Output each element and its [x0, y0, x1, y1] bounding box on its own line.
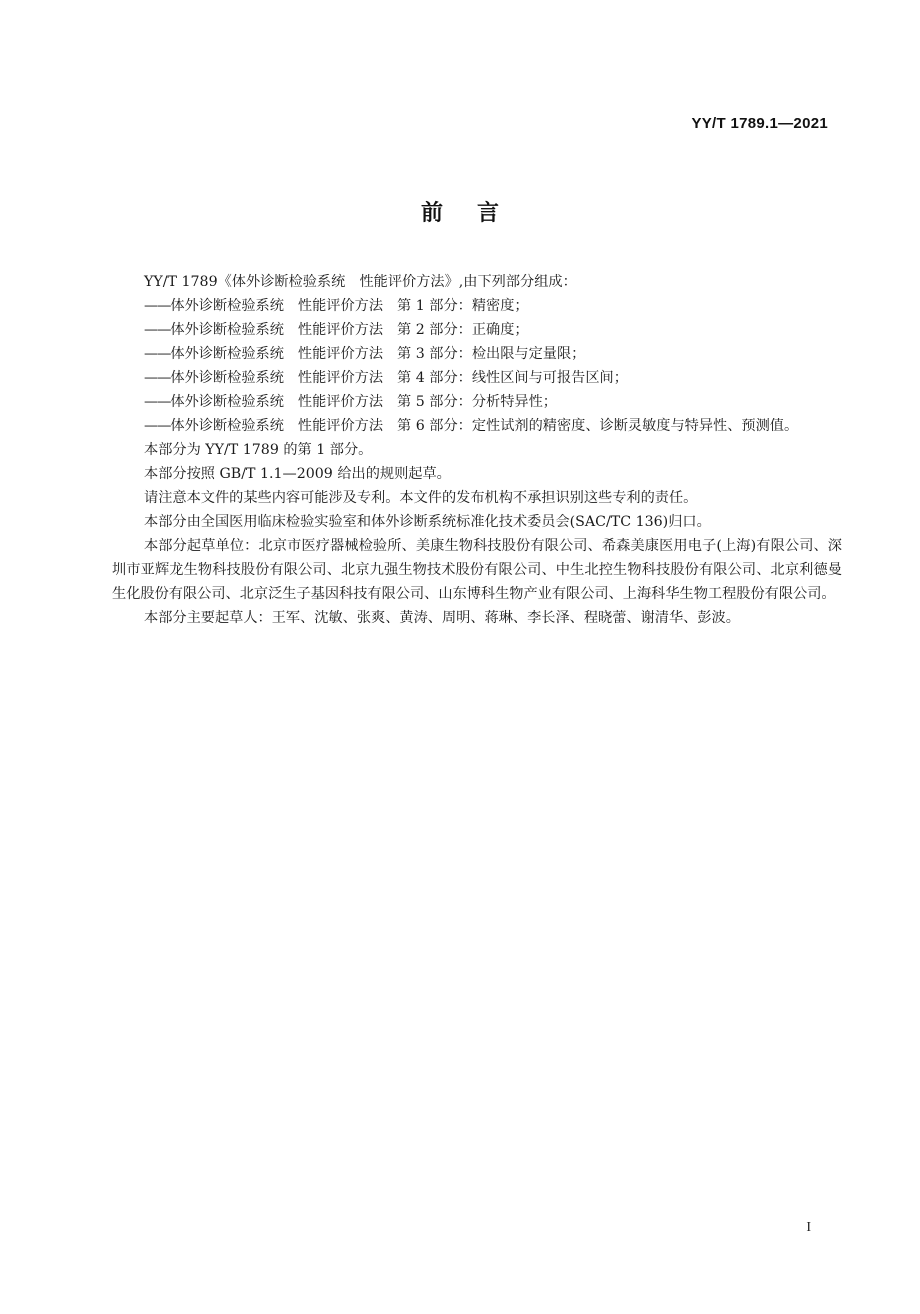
part-of-paragraph: 本部分为 YY/T 1789 的第 1 部分。 [144, 442, 373, 458]
part-list-item: ——体外诊断检验系统 性能评价方法 第 5 部分：分析特异性； [144, 394, 557, 410]
drafting-rules-paragraph: 本部分按照 GB/T 1.1—2009 给出的规则起草。 [144, 466, 451, 482]
page-title: 前言 [420, 201, 533, 226]
standard-number: YY/T 1789.1—2021 [691, 115, 828, 132]
patent-notice-paragraph: 请注意本文件的某些内容可能涉及专利。本文件的发布机构不承担识别这些专利的责任。 [144, 490, 698, 506]
part-list-item: ——体外诊断检验系统 性能评价方法 第 2 部分：正确度； [144, 322, 529, 338]
intro-paragraph: YY/T 1789《体外诊断检验系统 性能评价方法》,由下列部分组成： [144, 274, 577, 290]
drafters-paragraph: 本部分主要起草人：王军、沈敏、张爽、黄涛、周明、蒋琳、李长泽、程晓蕾、谢清华、彭波。 [144, 610, 740, 626]
foreword-body [112, 270, 842, 630]
page-number: I [806, 1220, 811, 1235]
part-list-item: ——体外诊断检验系统 性能评价方法 第 1 部分：精密度； [144, 298, 529, 314]
part-list-item: ——体外诊断检验系统 性能评价方法 第 6 部分：定性试剂的精密度、诊断灵敏度与特异性、预测值。 [144, 418, 799, 434]
committee-paragraph: 本部分由全国医用临床检验实验室和体外诊断系统标准化技术委员会(SAC/TC 136)归口。 [144, 514, 711, 530]
part-list-item: ——体外诊断检验系统 性能评价方法 第 4 部分：线性区间与可报告区间； [144, 370, 628, 386]
drafting-units-paragraph: 本部分起草单位：北京市医疗器械检验所、美康生物科技股份有限公司、希森美康医用电子(上海)有限公司、深圳市亚辉龙生物科技股份有限公司、北京九强生物技术股份有限公司、中生北控生物科技股份有限公司、北京利德曼生化股份有限公司、北京泛生子基因科技有限公司、山东博科生物产业有限公司、上海科华生物工程股份有限公司。 [112, 538, 842, 602]
part-list-item: ——体外诊断检验系统 性能评价方法 第 3 部分：检出限与定量限； [144, 346, 586, 362]
